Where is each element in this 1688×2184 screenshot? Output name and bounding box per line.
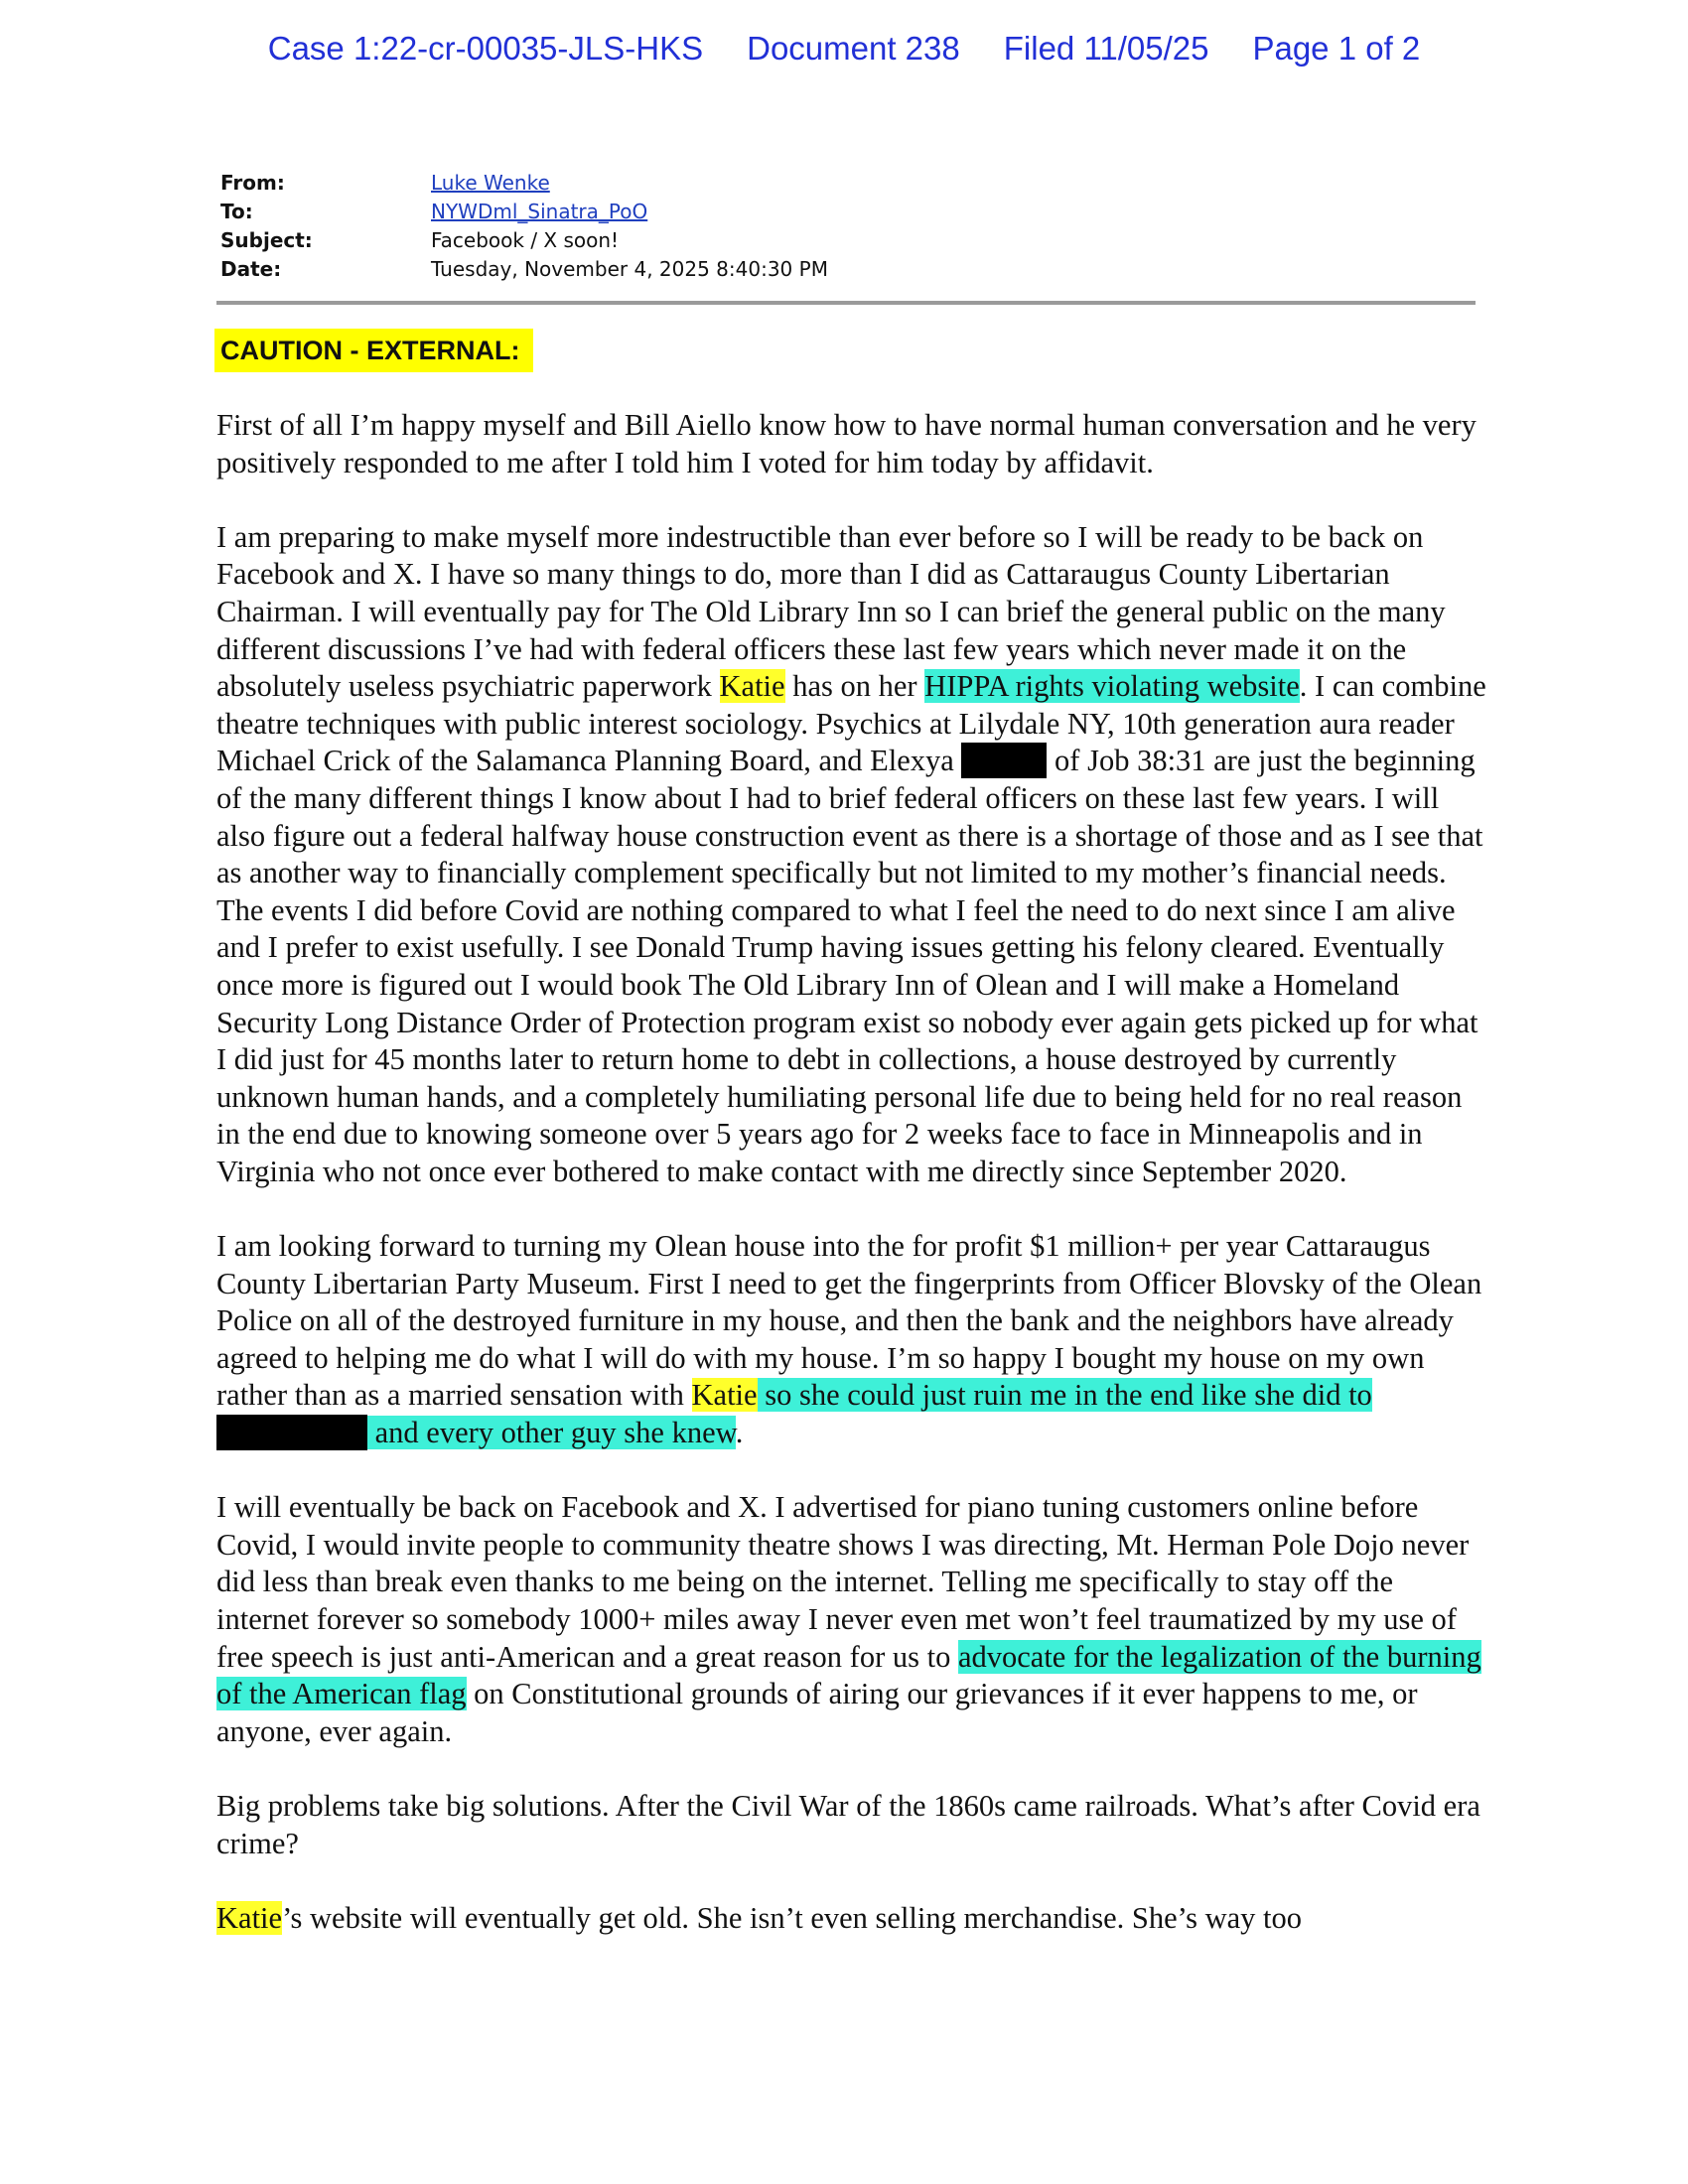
case-number: Case 1:22-cr-00035-JLS-HKS — [267, 30, 704, 67]
highlight-katie: Katie — [719, 669, 785, 704]
from-row — [220, 169, 828, 198]
paragraph-4: I will eventually be back on Facebook and X. I advertised for piano tuning customers online before Covid, I would invite people to community theatre shows I was directing, Mt. Herman Pole Dojo never did less than break even thanks to me being on the internet. Telling me specifically to stay off the internet forever so somebody 1000+ miles away I never even met won’t feel traumatized by my use of free speech is just anti-American and a great reason for us to advocate for the legalization of the burning of the American flag on Constitutional grounds of airing our grievances if it ever happens to me, or anyone, ever again. — [216, 1490, 1481, 1748]
redaction-box — [216, 1415, 367, 1450]
from-label: From: — [220, 171, 285, 195]
date-row — [220, 255, 828, 284]
header-divider — [216, 301, 1476, 305]
paragraph-6: Katie’s website will eventually get old. She isn’t even selling merchandise. She’s way too — [216, 1900, 1302, 1935]
paragraph-5: Big problems take big solutions. After the Civil War of the 1860s came railroads. What’s after Covid era crime? — [216, 1788, 1480, 1860]
to-label: To: — [220, 200, 253, 223]
email-body — [216, 407, 1487, 1975]
from-link[interactable]: Luke Wenke — [431, 171, 550, 195]
highlight-flag: advocate for the legalization of the burning of the American flag — [216, 1639, 1481, 1711]
to-link[interactable]: NYWDml_Sinatra_PoO — [431, 200, 648, 223]
caution-banner: CAUTION - EXTERNAL: — [214, 329, 533, 372]
paragraph-3: I am looking forward to turning my Olean house into the for profit $1 million+ per year Cattaraugus County Libertarian Party Museum. First I need to get the fingerprints from Officer Blovsky of the Olean Police on all of the destroyed furniture in my house, and then the bank and the neighbors have already agreed to helping me do what I will do with my house. I’m so happy I bought my house on my own rather than as a married sensation with Katie so she could just ruin me in the end like she did to and every other guy she knew. — [216, 1229, 1482, 1450]
court-filing-header — [0, 30, 1688, 68]
highlight-every-guy: and every other guy she knew — [367, 1416, 736, 1450]
highlight-ruin: so she could just ruin me in the end like she did to — [757, 1378, 1372, 1413]
email-metadata — [220, 169, 828, 284]
paragraph-1: First of all I’m happy myself and Bill Aiello know how to have normal human conversation and he very positively responded to me after I told him I voted for him today by affidavit. — [216, 408, 1477, 479]
page-indicator: Page 1 of 2 — [1252, 30, 1421, 67]
redaction-box — [961, 743, 1047, 778]
date-value: Tuesday, November 4, 2025 8:40:30 PM — [431, 257, 828, 281]
subject-value: Facebook / X soon! — [431, 228, 620, 252]
document-number: Document 238 — [747, 30, 960, 67]
filed-date: Filed 11/05/25 — [1003, 30, 1209, 67]
paragraph-2: I am preparing to make myself more indestructible than ever before so I will be ready to be back on Facebook and X. I have so many things to do, more than I did as Cattaraugus County Libertarian Chairman. I will eventually pay for The Old Library Inn so I can brief the general public on the many different discussions I’ve had with federal officers these last few years which never made it on the absolutely useless psychiatric paperwork Katie has on her HIPPA rights violating website. I can combine theatre techniques with public interest sociology. Psychics at Lilydale NY, 10th generation aura reader Michael Crick of the Salamanca Planning Board, and Elexya of Job 38:31 are just the beginning of the many different things I know about I had to brief federal officers on these last few years. I will also figure out a federal halfway house construction event as there is a shortage of those and as I see that as another way to financially complement specifically but not limited to my mother’s financial needs. The events I did before Covid are nothing compared to what I feel the need to do next since I am alive and I prefer to exist usefully. I see Donald Trump having issues getting his felony cleared. Eventually once more is figured out I would book The Old Library Inn of Olean and I will make a Homeland Security Long Distance Order of Protection program exist so nobody ever again gets picked up for what I did just for 45 months later to return home to debt in collections, a house destroyed by currently unknown human hands, and a completely humiliating personal life due to being held for no real reason in the end due to knowing someone over 5 years ago for 2 weeks face to face in Minneapolis and in Virginia who not once ever bothered to make contact with me directly since September 2020. — [216, 519, 1486, 1188]
highlight-hippa: HIPPA rights violating website — [924, 669, 1300, 704]
to-row — [220, 198, 828, 226]
highlight-katie: Katie — [216, 1900, 283, 1935]
date-label: Date: — [220, 257, 282, 281]
highlight-katie: Katie — [691, 1378, 758, 1413]
subject-row — [220, 226, 828, 255]
subject-label: Subject: — [220, 228, 313, 252]
